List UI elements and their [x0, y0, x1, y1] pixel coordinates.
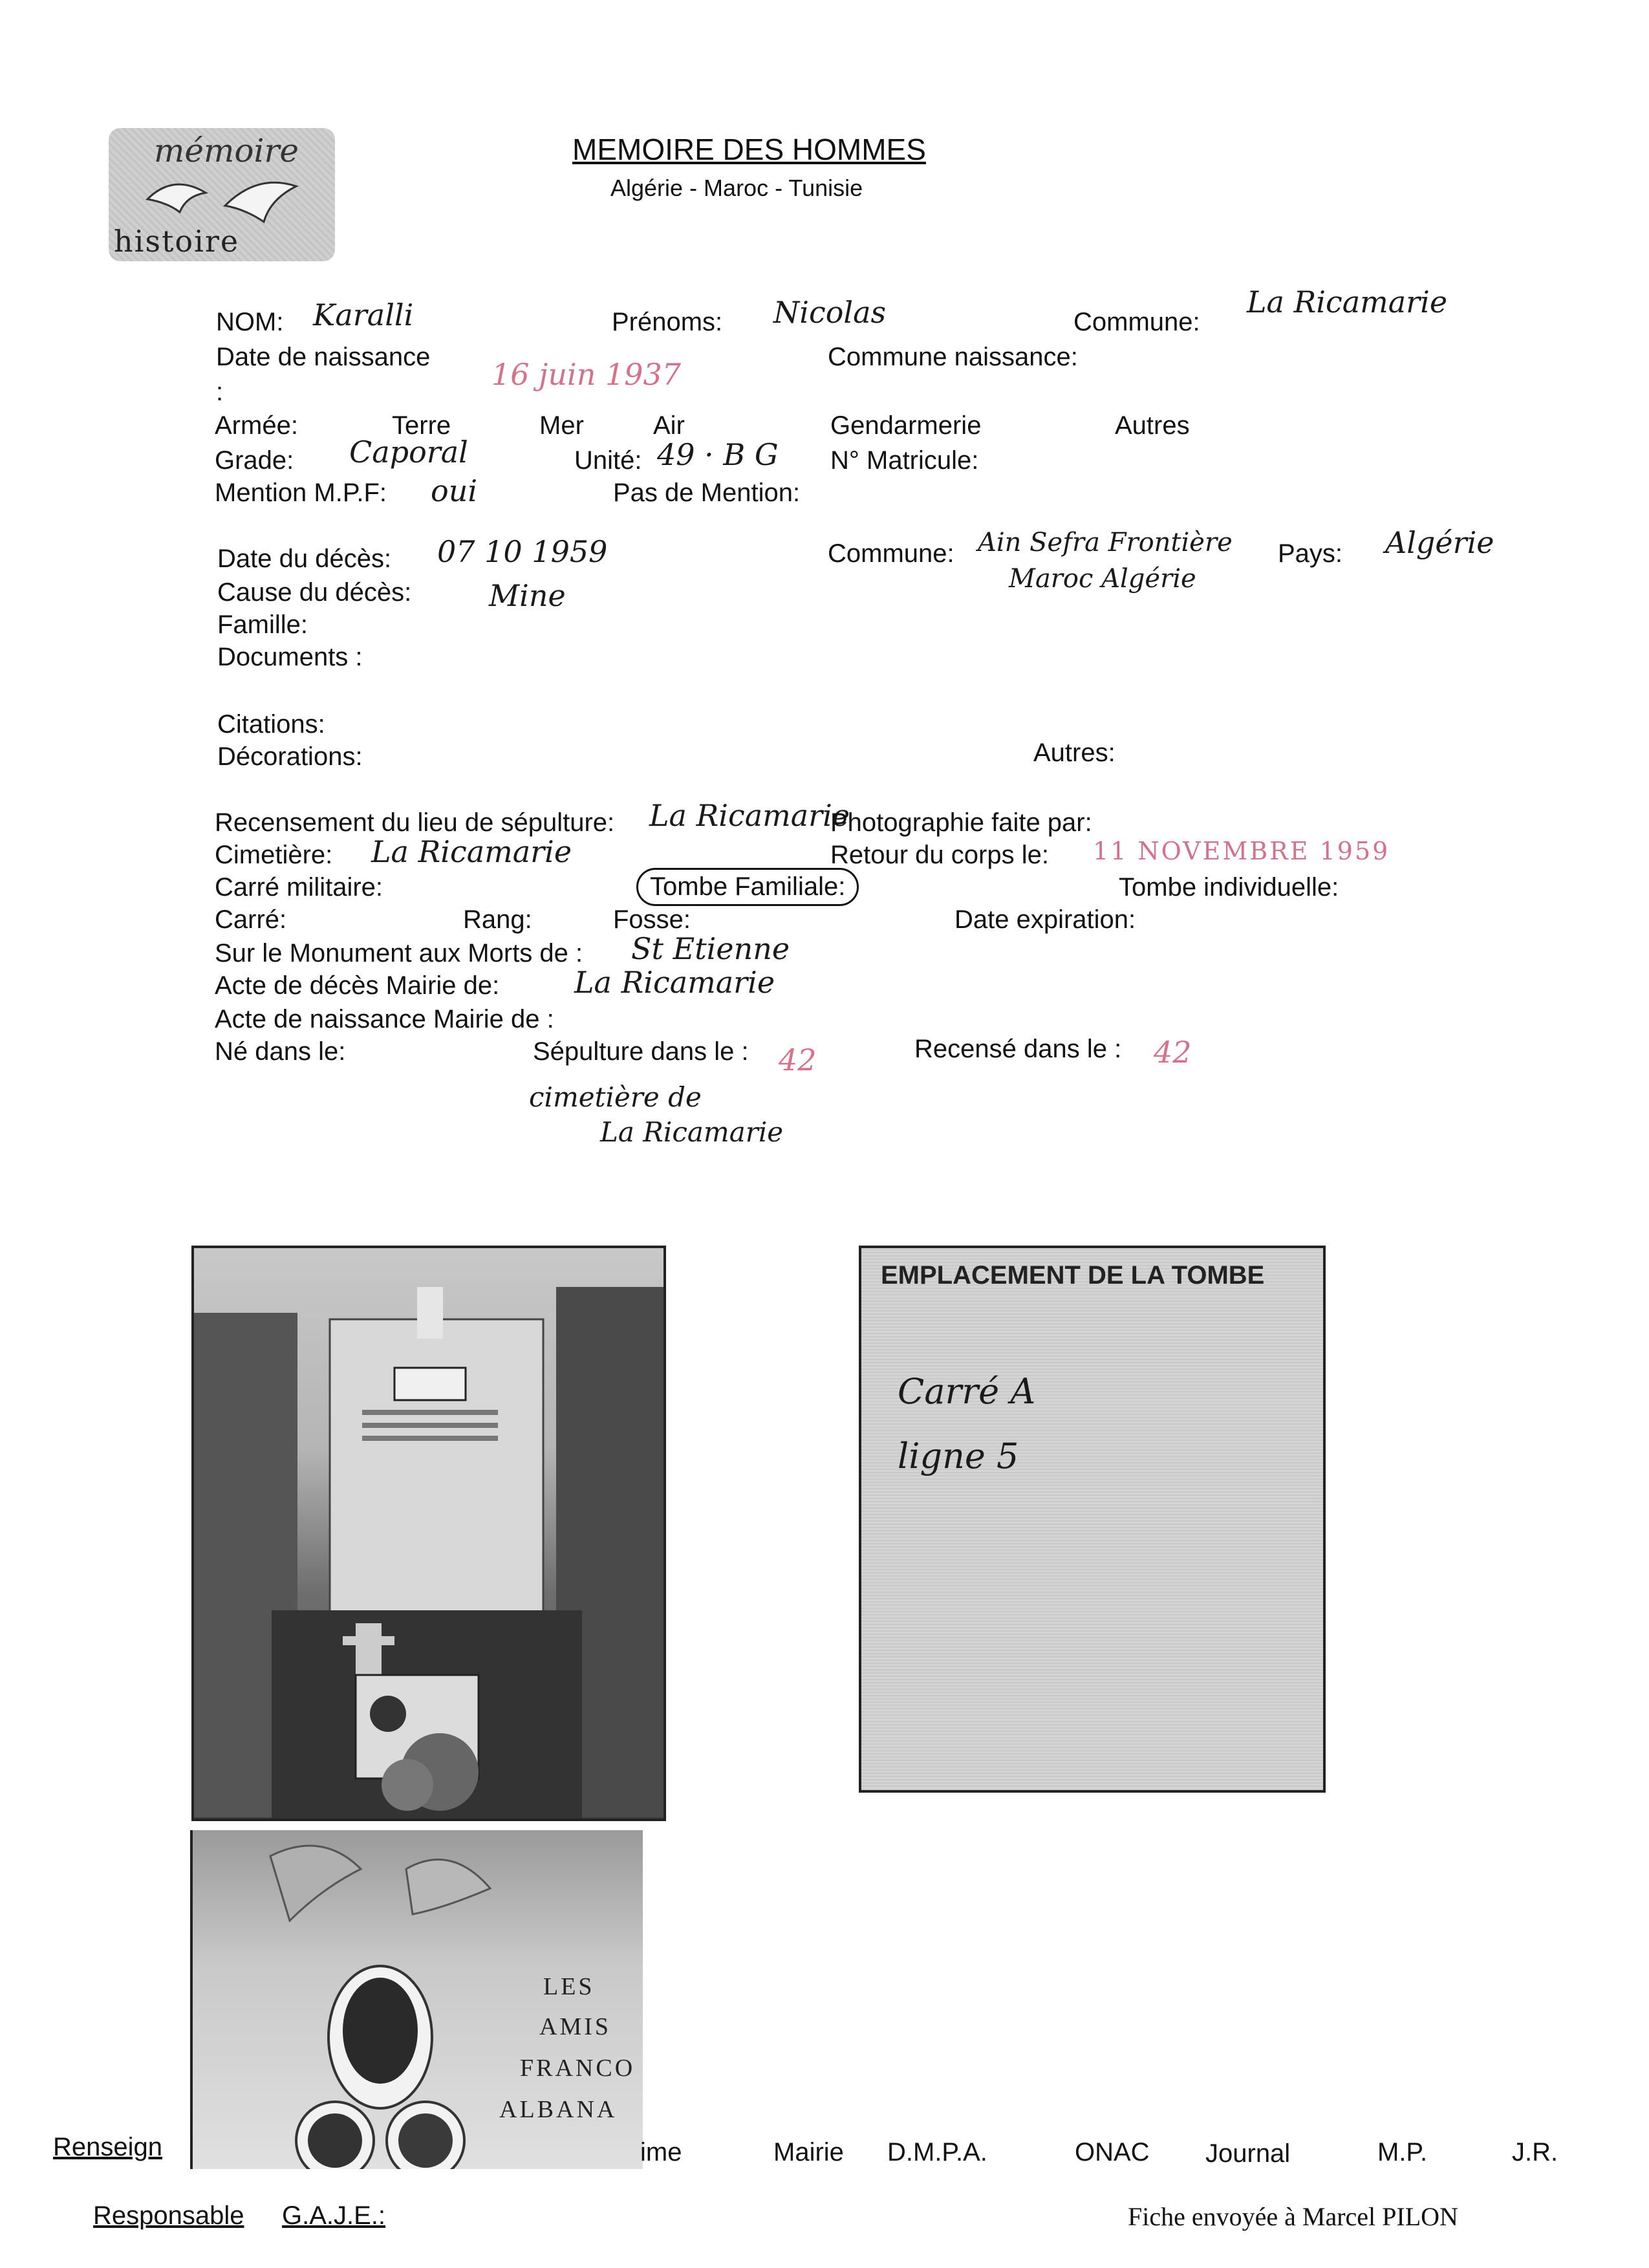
label-mention: Mention M.P.F: [215, 479, 387, 507]
label-autres: Autres [1115, 411, 1190, 440]
label-grade: Grade: [215, 446, 294, 475]
tomb-location-title: EMPLACEMENT DE LA TOMBE [881, 1261, 1265, 1290]
value-prenoms: Nicolas [773, 295, 887, 330]
value-pays: Algérie [1385, 525, 1494, 560]
doves-icon [135, 160, 316, 232]
label-monument: Sur le Monument aux Morts de : [215, 939, 583, 967]
logo-text-bottom: histoire [114, 224, 240, 259]
footer-renseign: Renseign [53, 2133, 163, 2161]
label-armee: Armée: [215, 411, 298, 440]
label-ne-dans: Né dans le: [215, 1037, 346, 1066]
page-subtitle: Algérie - Maroc - Tunisie [610, 175, 863, 201]
grave-photo [191, 1246, 666, 1821]
label-air: Air [653, 411, 685, 440]
label-gendarmerie: Gendarmerie [830, 411, 982, 440]
label-terre: Terre [392, 411, 451, 440]
grave-illustration [194, 1248, 663, 1819]
value-commune: La Ricamarie [1247, 285, 1448, 319]
plaque-line-3: FRANCO [520, 2055, 636, 2082]
label-commune-deces: Commune: [828, 539, 954, 568]
label-prenoms: Prénoms: [612, 308, 723, 336]
tomb-location-line-1: Carré A [898, 1371, 1036, 1412]
label-sepulture-dans: Sépulture dans le : [533, 1037, 749, 1066]
label-matricule: N° Matricule: [830, 446, 979, 475]
label-acte-deces: Acte de décès Mairie de: [215, 971, 500, 1000]
value-acte-deces: La Ricamarie [574, 965, 775, 1000]
label-tombe-individuelle: Tombe individuelle: [1119, 873, 1339, 902]
footer-gaje: G.A.J.E.: [282, 2201, 386, 2230]
value-recensement: La Ricamarie [649, 798, 850, 833]
value-commune-deces-line2: Maroc Algérie [1009, 564, 1196, 594]
footer-mairie: Mairie [773, 2138, 844, 2166]
value-cause-deces: Mine [489, 578, 566, 613]
label-recensement: Recensement du lieu de sépulture: [215, 808, 615, 837]
label-photographie: Photographie faite par: [830, 808, 1092, 837]
value-date-deces: 07 10 1959 [437, 534, 608, 569]
label-carre-militaire: Carré militaire: [215, 873, 383, 902]
footer-ime: ime [640, 2138, 682, 2166]
footer-journal: Journal [1205, 2139, 1291, 2168]
footer-responsable: Responsable [93, 2201, 244, 2230]
label-date-naissance: Date de naissance [216, 343, 431, 371]
label-commune: Commune: [1073, 308, 1200, 336]
label-unite: Unité: [574, 446, 642, 475]
footer-mp: M.P. [1377, 2138, 1428, 2166]
label-autres-2: Autres: [1033, 739, 1116, 767]
footer-dmpa: D.M.P.A. [887, 2138, 987, 2166]
footer-jr: J.R. [1512, 2138, 1558, 2166]
label-citations: Citations: [217, 710, 325, 739]
tomb-location-line-2: ligne 5 [898, 1436, 1019, 1476]
label-mer: Mer [539, 411, 584, 440]
label-acte-naissance: Acte de naissance Mairie de : [215, 1005, 554, 1033]
label-pas-mention: Pas de Mention: [613, 479, 801, 507]
label-tombe-familiale: Tombe Familiale: [636, 868, 859, 906]
value-nom: Karalli [313, 297, 414, 332]
label-cause-deces: Cause du décès: [217, 578, 412, 607]
value-mention: oui [431, 473, 478, 508]
label-rang: Rang: [463, 905, 532, 934]
label-pays: Pays: [1278, 539, 1343, 568]
label-commune-naissance: Commune naissance: [828, 343, 1078, 371]
label-retour-corps: Retour du corps le: [830, 841, 1049, 869]
value-retour-corps: 11 NOVEMBRE 1959 [1093, 837, 1390, 865]
label-nom: NOM: [216, 308, 284, 336]
label-carre: Carré: [215, 905, 287, 934]
value-unite: 49 · B G [657, 437, 779, 472]
label-documents: Documents : [217, 643, 363, 671]
value-sepulture-dans: 42 [779, 1042, 817, 1077]
plaque-line-4: ALBANA [499, 2096, 618, 2123]
label-decorations: Décorations: [217, 742, 363, 771]
value-cimetiere: La Ricamarie [371, 834, 572, 869]
memoire-histoire-logo [109, 128, 335, 261]
label-date-expiration: Date expiration: [954, 905, 1136, 934]
label-date-deces: Date du décès: [217, 545, 392, 573]
page-title: MEMOIRE DES HOMMES [572, 133, 926, 166]
footer-onac: ONAC [1075, 2138, 1150, 2166]
value-monument: St Etienne [631, 931, 790, 966]
value-grade: Caporal [349, 435, 468, 470]
tomb-location-panel [859, 1246, 1326, 1793]
label-fosse: Fosse: [613, 905, 691, 934]
label-famille: Famille: [217, 610, 308, 639]
value-commune-deces-line1: Ain Sefra Frontière [978, 528, 1233, 557]
value-date-naissance: 16 juin 1937 [491, 357, 682, 392]
label-cimetiere: Cimetière: [215, 841, 333, 869]
value-recense-dans: 42 [1154, 1035, 1192, 1070]
plaque-line-2: AMIS [539, 2013, 612, 2040]
label-recense-dans: Recensé dans le : [914, 1035, 1122, 1063]
value-sepulture-note-line1: cimetière de [529, 1081, 702, 1113]
label-date-naissance-colon: : [216, 378, 224, 406]
plaque-photo [190, 1830, 643, 2169]
value-sepulture-note-line2: La Ricamarie [600, 1116, 784, 1148]
footer-fiche: Fiche envoyée à Marcel PILON [1128, 2202, 1458, 2231]
logo-text-top: mémoire [154, 132, 299, 169]
plaque-line-1: LES [543, 1973, 595, 2000]
